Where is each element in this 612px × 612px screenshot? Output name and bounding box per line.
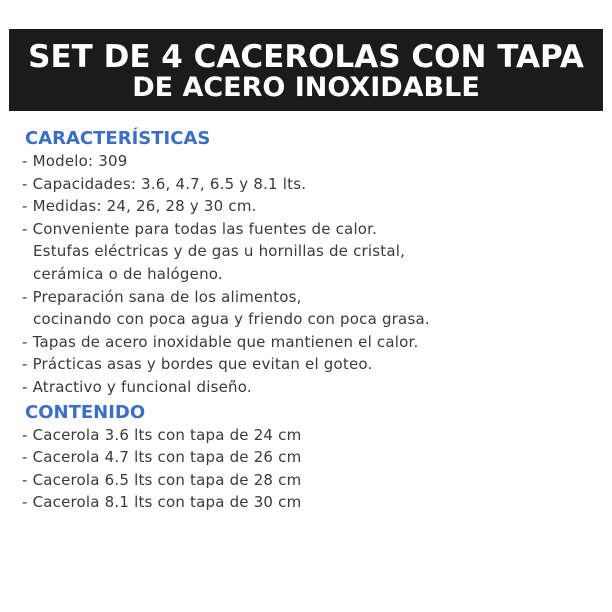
feature-text-continuation: Estufas eléctricas y de gas u hornillas de cristal, xyxy=(33,242,406,261)
feature-item xyxy=(22,286,602,331)
feature-text-continuation: cocinando con poca agua y friendo con poca grasa. xyxy=(33,310,430,329)
feature-text-continuation: cerámica o de halógeno. xyxy=(33,264,223,283)
content-item: - Cacerola 6.5 lts con tapa de 28 cm xyxy=(22,470,302,489)
feature-text: - Preparación sana de los alimentos, xyxy=(22,287,302,306)
title-line-2: DE ACERO INOXIDABLE xyxy=(132,72,480,103)
feature-text: - Atractivo y funcional diseño. xyxy=(22,377,252,396)
product-description xyxy=(22,128,602,514)
feature-text: - Conveniente para todas las fuentes de calor. xyxy=(22,219,378,238)
feature-text: - Medidas: 24, 26, 28 y 30 cm. xyxy=(22,197,257,216)
title-banner xyxy=(9,29,603,111)
feature-item xyxy=(22,173,602,196)
caracteristicas-heading: CARACTERÍSTICAS xyxy=(25,128,211,149)
feature-item xyxy=(22,218,602,286)
feature-text: - Tapas de acero inoxidable que mantienen el calor. xyxy=(22,332,419,351)
feature-text: - Modelo: 309 xyxy=(22,152,128,170)
title-line-1: SET DE 4 CACEROLAS CON TAPA xyxy=(28,39,584,75)
caracteristicas-list xyxy=(22,150,602,399)
feature-item xyxy=(22,331,602,354)
content-item: - Cacerola 4.7 lts con tapa de 26 cm xyxy=(22,448,302,467)
contenido-heading: CONTENIDO xyxy=(25,401,146,423)
content-item: - Cacerola 8.1 lts con tapa de 30 cm xyxy=(22,493,302,512)
feature-item xyxy=(22,353,602,376)
feature-item xyxy=(22,195,602,218)
feature-item xyxy=(22,150,602,173)
feature-item xyxy=(22,376,602,399)
feature-text: - Capacidades: 3.6, 4.7, 6.5 y 8.1 lts. xyxy=(22,174,307,193)
contenido-list xyxy=(22,424,602,514)
feature-text: - Prácticas asas y bordes que evitan el goteo. xyxy=(22,355,373,374)
content-item: - Cacerola 3.6 lts con tapa de 24 cm xyxy=(22,425,302,444)
